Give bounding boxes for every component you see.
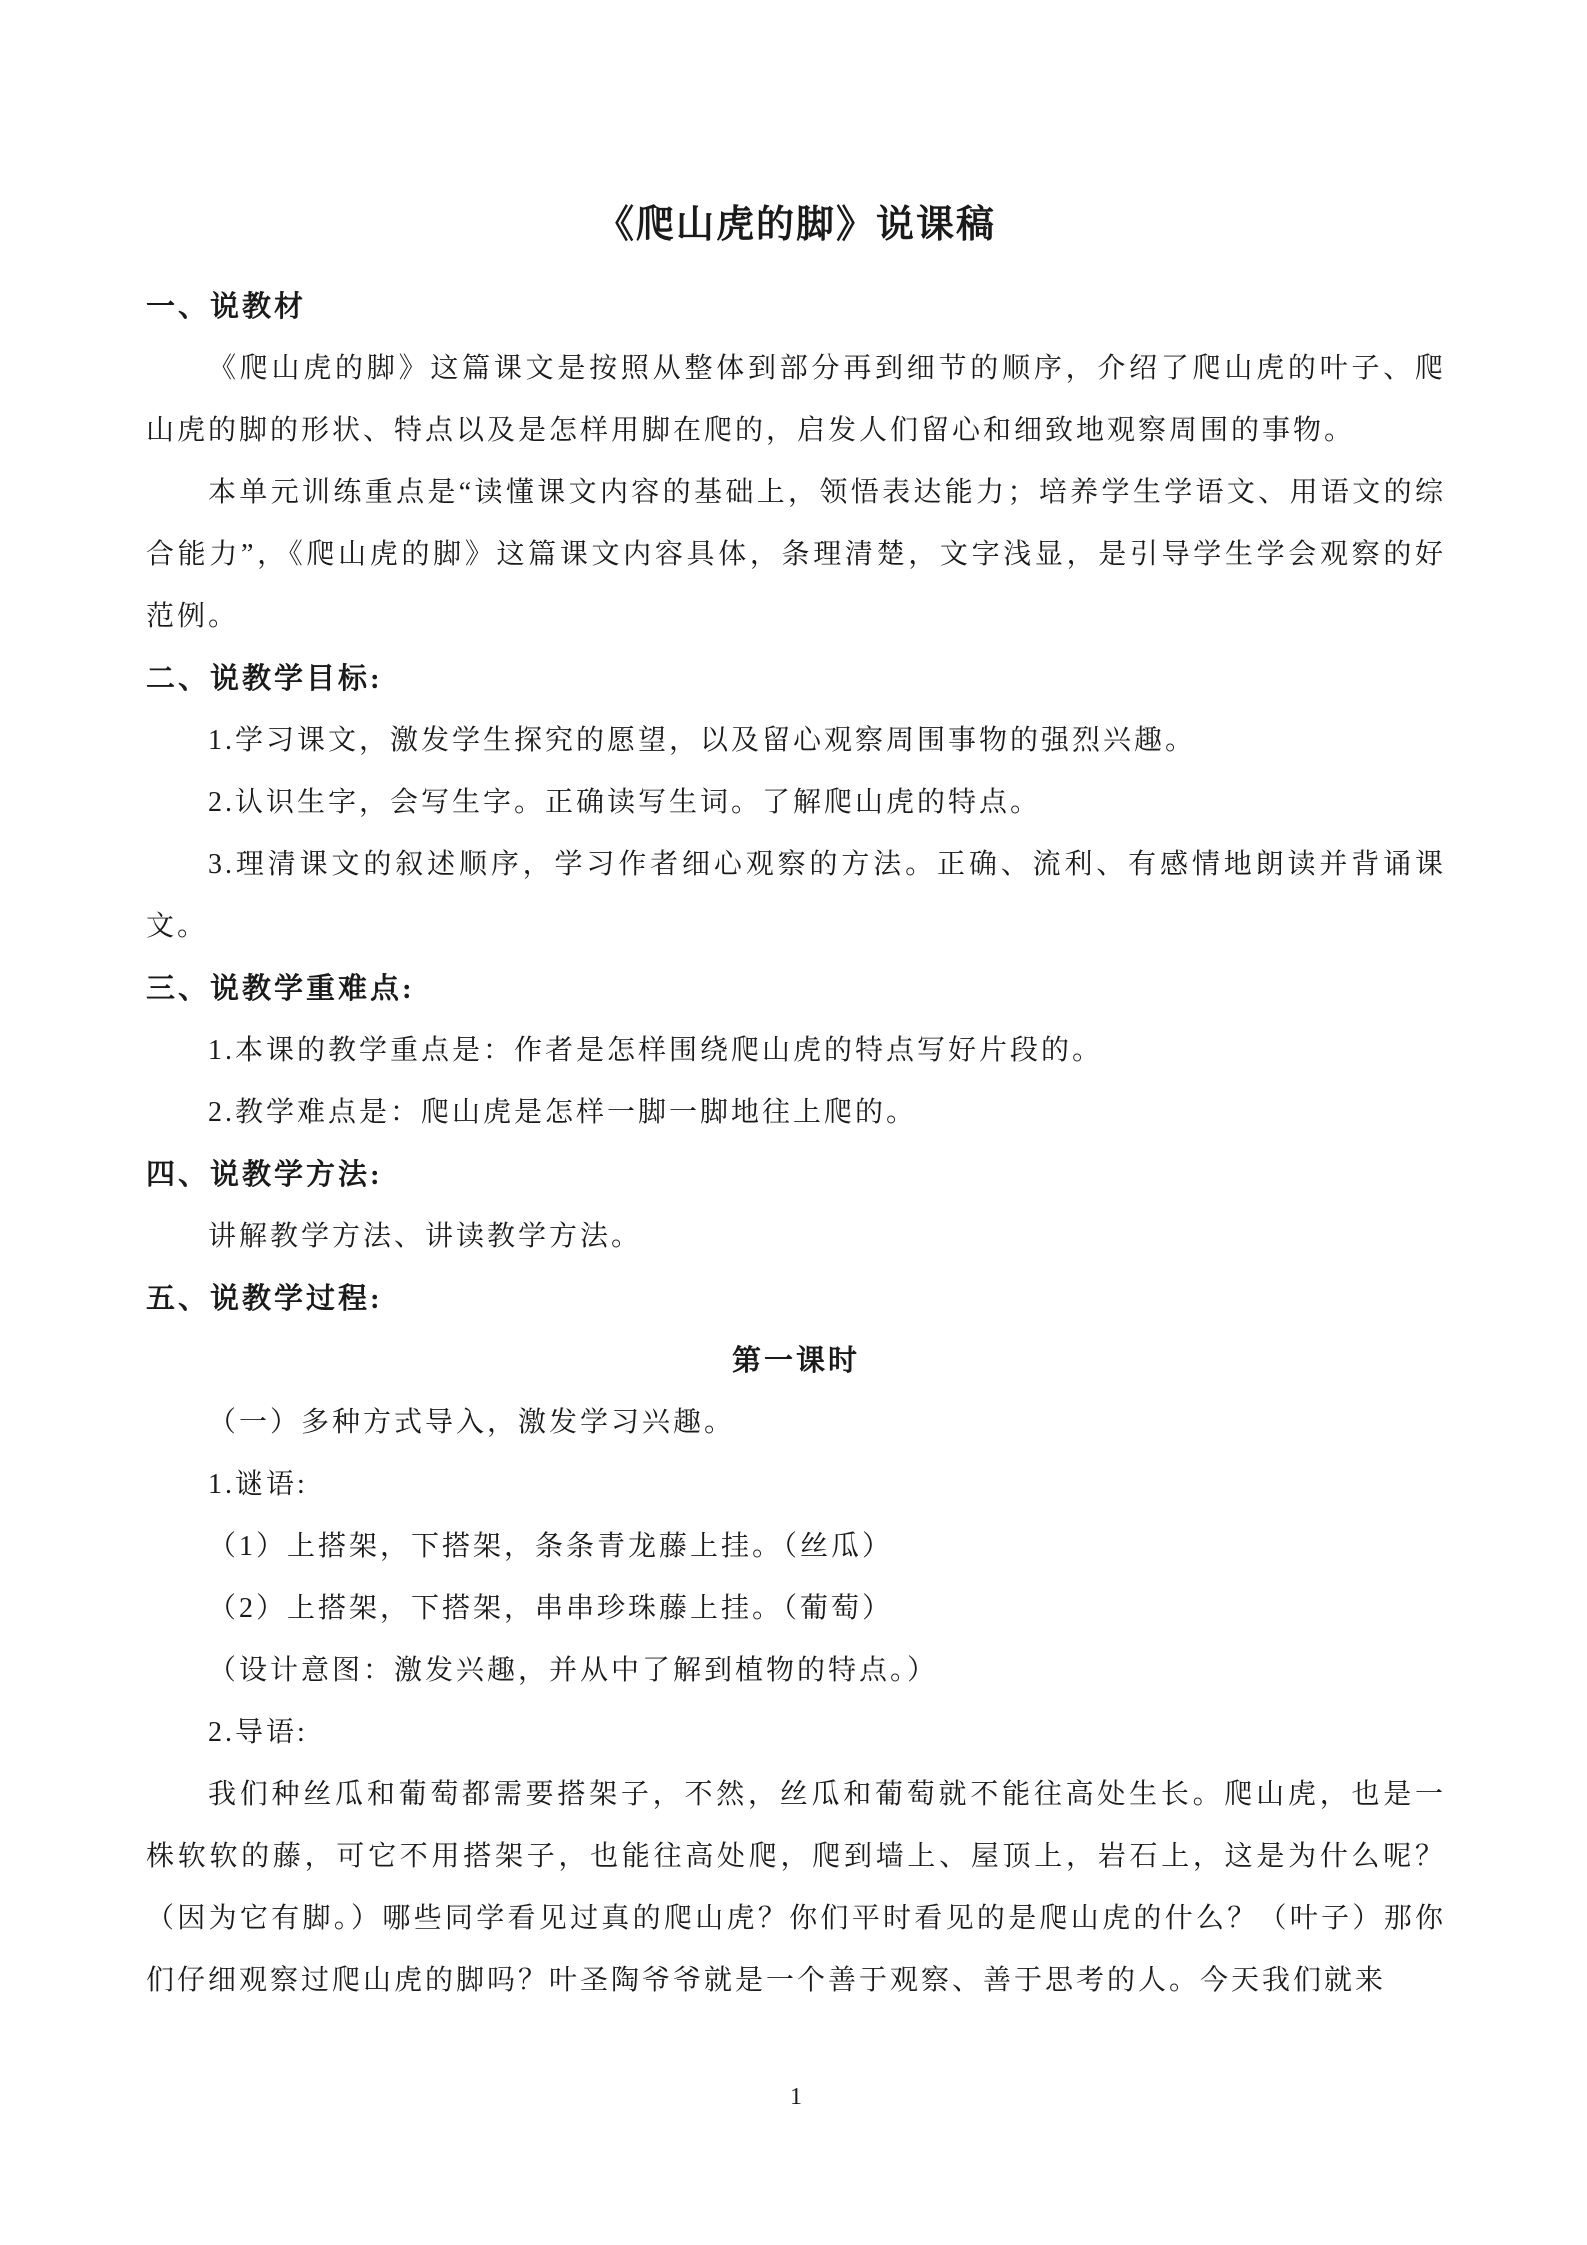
section-key-difficult-points: [146, 958, 1446, 1144]
list-item: 3.理清课文的叙述顺序，学习作者细心观察的方法。正确、流利、有感情地朗读并背诵课文。: [146, 849, 1446, 942]
list-item: 2.认识生字，会写生字。正确读写生词。了解爬山虎的特点。: [208, 787, 1042, 818]
section-heading-material: 一、说教材: [146, 291, 307, 323]
section-teaching-process: [146, 1268, 1446, 2012]
list-item: 1.谜语:: [208, 1469, 308, 1500]
list-item: （1）上搭架，下搭架，条条青龙藤上挂。（丝瓜）: [208, 1531, 894, 1562]
list-item: 1.学习课文，激发学生探究的愿望，以及留心观察周围事物的强烈兴趣。: [208, 725, 1197, 756]
list-item: （2）上搭架，下搭架，串串珍珠藤上挂。（葡萄）: [208, 1593, 894, 1624]
list-item: 2.导语:: [208, 1717, 308, 1748]
section-heading-process: 五、说教学过程:: [146, 1283, 383, 1315]
paragraph: 本单元训练重点是“读懂课文内容的基础上，领悟表达能力；培养学生学语文、用语文的综合能力”，《爬山虎的脚》这篇课文内容具体，条理清楚，文字浅显，是引导学生学会观察的好范例。: [146, 477, 1446, 632]
section-heading-methods: 四、说教学方法:: [146, 1159, 383, 1191]
paragraph: 我们种丝瓜和葡萄都需要搭架子，不然，丝瓜和葡萄就不能往高处生长。爬山虎，也是一株软软的藤，可它不用搭架子，也能往高处爬，爬到墙上、屋顶上，岩石上，这是为什么呢？（因为它有脚。）哪些同学看见过真的爬山虎？你们平时看见的是爬山虎的什么？（叶子）那你们仔细观察过爬山虎的脚吗？叶圣陶爷爷就是一个善于观察、善于思考的人。今天我们就来: [146, 1779, 1446, 1996]
page-footer: [146, 2082, 1446, 2112]
section-teaching-methods: [146, 1144, 1446, 1268]
section-heading-goals: 二、说教学目标:: [146, 663, 383, 695]
section-intro-material: [146, 276, 1446, 648]
design-intent-note: （设计意图：激发兴趣，并从中了解到植物的特点。）: [208, 1655, 939, 1686]
section-heading-key-points: 三、说教学重难点:: [146, 973, 415, 1005]
page-number: 1: [790, 2084, 802, 2110]
list-item: 2.教学难点是：爬山虎是怎样一脚一脚地往上爬的。: [208, 1097, 918, 1128]
lesson-period-title: 第一课时: [731, 1345, 860, 1377]
section-teaching-goals: [146, 648, 1446, 958]
paragraph: 《爬山虎的脚》这篇课文是按照从整体到部分再到细节的顺序，介绍了爬山虎的叶子、爬山虎的脚的形状、特点以及是怎样用脚在爬的，启发人们留心和细致地观察周围的事物。: [146, 353, 1446, 446]
paragraph: （一）多种方式导入，激发学习兴趣。: [208, 1407, 736, 1438]
paragraph: 讲解教学方法、讲读教学方法。: [208, 1221, 643, 1252]
document-title: 《爬山虎的脚》说课稿: [595, 204, 996, 246]
list-item: 1.本课的教学重点是：作者是怎样围绕爬山虎的特点写好片段的。: [208, 1035, 1104, 1066]
